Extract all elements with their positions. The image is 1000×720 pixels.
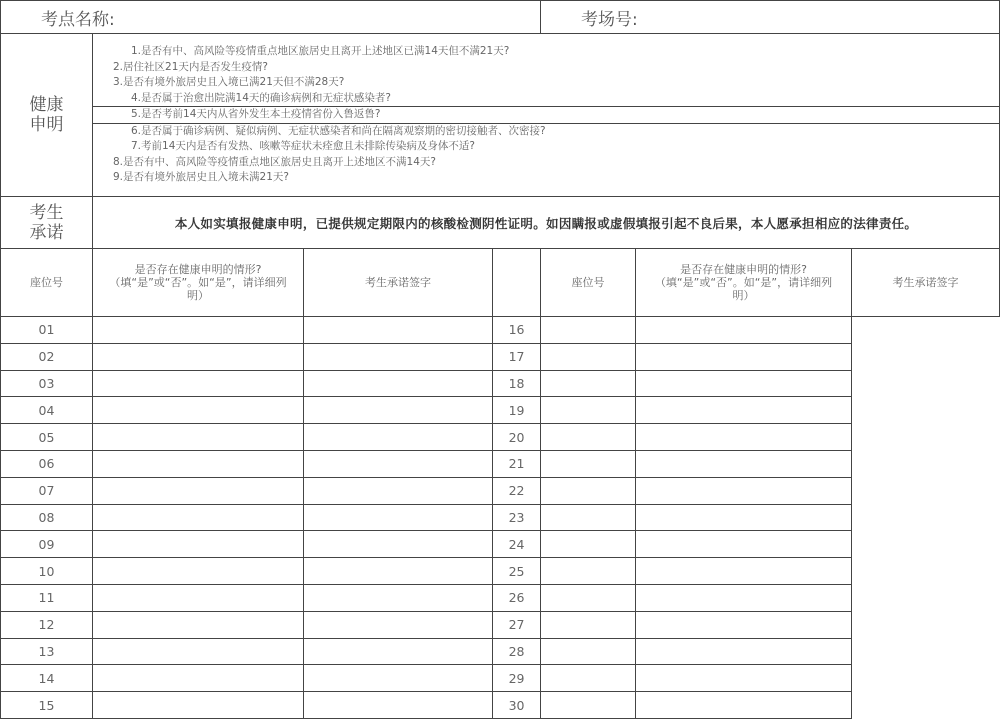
- seat-number-left: 05: [1, 424, 93, 451]
- seat-number-right: 30: [493, 692, 541, 719]
- situation-cell-right[interactable]: [541, 370, 636, 397]
- seat-number-right: 25: [493, 558, 541, 585]
- seat-number-right: 21: [493, 450, 541, 477]
- table-row: [1, 317, 1000, 344]
- exam-room-label: 考场号:: [581, 9, 638, 30]
- table-row: [1, 558, 1000, 585]
- health-item: 8.是否有中、高风险等疫情重点地区旅居史且离开上述地区不满14天?: [113, 155, 436, 168]
- table-row: [1, 638, 1000, 665]
- seat-number-left: 06: [1, 450, 93, 477]
- seat-number-left: 09: [1, 531, 93, 558]
- situation-cell-left[interactable]: [93, 611, 304, 638]
- exam-site-label: 考点名称:: [41, 9, 115, 30]
- situation-cell-right[interactable]: [541, 397, 636, 424]
- situation-cell-right[interactable]: [541, 317, 636, 344]
- health-item: 5.是否考前14天内从省外发生本土疫情省份入鲁返鲁?: [93, 106, 999, 123]
- health-label-cell: [1, 34, 93, 197]
- signature-cell-left[interactable]: [304, 477, 493, 504]
- seat-number-right: 28: [493, 638, 541, 665]
- promise-text: 本人如实填报健康申明，已提供规定期限内的核酸检测阴性证明。如因瞒报或虚假填报引起不良后果，本人愿承担相应的法律责任。: [93, 197, 1000, 249]
- situation-header-line1: 是否存在健康申明的情形?: [134, 263, 262, 276]
- table-row: [1, 692, 1000, 719]
- health-item: 6.是否属于确诊病例、疑似病例、无症状感染者和尚在隔离观察期的密切接触者、次密接?: [93, 123, 999, 140]
- signature-cell-left[interactable]: [304, 397, 493, 424]
- signature-cell-right[interactable]: [636, 397, 852, 424]
- situation-header-line3: 明）: [187, 289, 209, 302]
- situation-cell-left[interactable]: [93, 504, 304, 531]
- situation-cell-left[interactable]: [93, 638, 304, 665]
- seat-header-right: 座位号: [541, 249, 636, 317]
- situation-cell-right[interactable]: [541, 611, 636, 638]
- promise-row: [1, 197, 1000, 249]
- situation-cell-left[interactable]: [93, 343, 304, 370]
- situation-cell-left[interactable]: [93, 397, 304, 424]
- situation-header-line2: （填“是”或“否”。如“是”，请详细列: [109, 276, 287, 289]
- situation-header-line1: 是否存在健康申明的情形?: [680, 263, 807, 276]
- situation-cell-right[interactable]: [541, 343, 636, 370]
- seat-header-left: 座位号: [1, 249, 93, 317]
- situation-cell-right[interactable]: [541, 477, 636, 504]
- seat-number-right: 16: [493, 317, 541, 344]
- seat-number-left: 02: [1, 343, 93, 370]
- health-label-line2: 申明: [29, 115, 64, 135]
- signature-cell-right[interactable]: [636, 477, 852, 504]
- seat-number-right: 22: [493, 477, 541, 504]
- situation-cell-right[interactable]: [541, 638, 636, 665]
- seat-number-right: 27: [493, 611, 541, 638]
- situation-cell-right[interactable]: [541, 504, 636, 531]
- signature-cell-left[interactable]: [304, 638, 493, 665]
- situation-header-line3: 明）: [732, 289, 755, 302]
- seat-number-left: 11: [1, 584, 93, 611]
- table-row: [1, 477, 1000, 504]
- table-row: [1, 450, 1000, 477]
- signature-cell-left[interactable]: [304, 317, 493, 344]
- seat-number-left: 04: [1, 397, 93, 424]
- signature-cell-left[interactable]: [304, 450, 493, 477]
- seat-rows: [1, 317, 1000, 719]
- signature-cell-left[interactable]: [304, 531, 493, 558]
- situation-cell-left[interactable]: [93, 665, 304, 692]
- signature-cell-left[interactable]: [304, 343, 493, 370]
- signature-cell-left[interactable]: [304, 584, 493, 611]
- signature-header-left: 考生承诺签字: [304, 249, 493, 317]
- seat-number-left: 10: [1, 558, 93, 585]
- table-row: [1, 504, 1000, 531]
- situation-cell-left[interactable]: [93, 477, 304, 504]
- situation-cell-right[interactable]: [541, 450, 636, 477]
- signature-cell-right[interactable]: [636, 665, 852, 692]
- signature-cell-right[interactable]: [636, 638, 852, 665]
- situation-header-right: [636, 249, 852, 317]
- column-gap: [493, 249, 541, 317]
- table-row: [1, 611, 1000, 638]
- seat-number-left: 07: [1, 477, 93, 504]
- signature-cell-left[interactable]: [304, 424, 493, 451]
- seat-number-right: 23: [493, 504, 541, 531]
- health-items-cell: [93, 34, 1000, 197]
- seat-number-right: 29: [493, 665, 541, 692]
- table-row: [1, 531, 1000, 558]
- exam-room-cell[interactable]: [541, 1, 1000, 34]
- seat-number-right: 20: [493, 424, 541, 451]
- signature-cell-right[interactable]: [636, 317, 852, 344]
- column-header-row: [1, 249, 1000, 317]
- situation-cell-right[interactable]: [541, 558, 636, 585]
- seat-number-left: 01: [1, 317, 93, 344]
- promise-label-line2: 承诺: [29, 222, 64, 243]
- signature-cell-left[interactable]: [304, 558, 493, 585]
- situation-cell-right[interactable]: [541, 692, 636, 719]
- seat-number-left: 08: [1, 504, 93, 531]
- signature-cell-right[interactable]: [636, 558, 852, 585]
- situation-cell-left[interactable]: [93, 558, 304, 585]
- seat-number-left: 14: [1, 665, 93, 692]
- exam-site-cell[interactable]: [1, 1, 541, 34]
- seat-number-left: 03: [1, 370, 93, 397]
- health-row: [1, 34, 1000, 197]
- situation-cell-left[interactable]: [93, 317, 304, 344]
- situation-cell-left[interactable]: [93, 584, 304, 611]
- signature-cell-right[interactable]: [636, 424, 852, 451]
- seat-number-right: 17: [493, 343, 541, 370]
- situation-cell-right[interactable]: [541, 531, 636, 558]
- situation-header-left: [93, 249, 304, 317]
- situation-cell-left[interactable]: [93, 370, 304, 397]
- signature-header-right: 考生承诺签字: [852, 249, 1000, 317]
- situation-cell-left[interactable]: [93, 692, 304, 719]
- situation-cell-left[interactable]: [93, 531, 304, 558]
- health-item: 9.是否有境外旅居史且入境未满21天?: [113, 171, 289, 184]
- seat-number-right: 18: [493, 370, 541, 397]
- promise-label-line1: 考生: [29, 202, 64, 223]
- signature-cell-left[interactable]: [304, 504, 493, 531]
- health-item: 7.考前14天内是否有发热、咳嗽等症状未痊愈且未排除传染病及身体不适?: [131, 140, 475, 153]
- signature-cell-left[interactable]: [304, 692, 493, 719]
- situation-cell-right[interactable]: [541, 665, 636, 692]
- situation-cell-right[interactable]: [541, 424, 636, 451]
- situation-cell-right[interactable]: [541, 584, 636, 611]
- table-row: [1, 424, 1000, 451]
- signature-cell-right[interactable]: [636, 370, 852, 397]
- health-label-line1: 健康: [29, 95, 64, 115]
- signature-cell-right[interactable]: [636, 531, 852, 558]
- signature-cell-left[interactable]: [304, 611, 493, 638]
- signature-cell-left[interactable]: [304, 370, 493, 397]
- signature-cell-right[interactable]: [636, 611, 852, 638]
- seat-number-left: 15: [1, 692, 93, 719]
- signature-cell-right[interactable]: [636, 584, 852, 611]
- table-row: [1, 584, 1000, 611]
- seat-number-right: 26: [493, 584, 541, 611]
- health-item: 4.是否属于治愈出院满14天的确诊病例和无症状感染者?: [131, 91, 391, 104]
- health-item: 3.是否有境外旅居史且入境已满21天但不满28天?: [113, 76, 345, 89]
- seat-number-left: 13: [1, 638, 93, 665]
- seat-number-left: 12: [1, 611, 93, 638]
- health-item: 2.居住社区21天内是否发生疫情?: [113, 60, 268, 73]
- promise-label-cell: [1, 197, 93, 249]
- signature-cell-right[interactable]: [636, 343, 852, 370]
- situation-header-line2: （填“是”或“否”。如“是”，请详细列: [654, 276, 833, 289]
- header-row: [1, 1, 1000, 34]
- situation-cell-left[interactable]: [93, 424, 304, 451]
- situation-cell-left[interactable]: [93, 450, 304, 477]
- seat-number-right: 19: [493, 397, 541, 424]
- table-row: [1, 665, 1000, 692]
- signature-cell-left[interactable]: [304, 665, 493, 692]
- table-row: [1, 343, 1000, 370]
- table-row: [1, 370, 1000, 397]
- health-item: 1.是否有中、高风险等疫情重点地区旅居史且离开上述地区已满14天但不满21天?: [131, 45, 510, 58]
- seat-number-right: 24: [493, 531, 541, 558]
- table-row: [1, 397, 1000, 424]
- signature-cell-right[interactable]: [636, 504, 852, 531]
- signature-cell-right[interactable]: [636, 692, 852, 719]
- signature-cell-right[interactable]: [636, 450, 852, 477]
